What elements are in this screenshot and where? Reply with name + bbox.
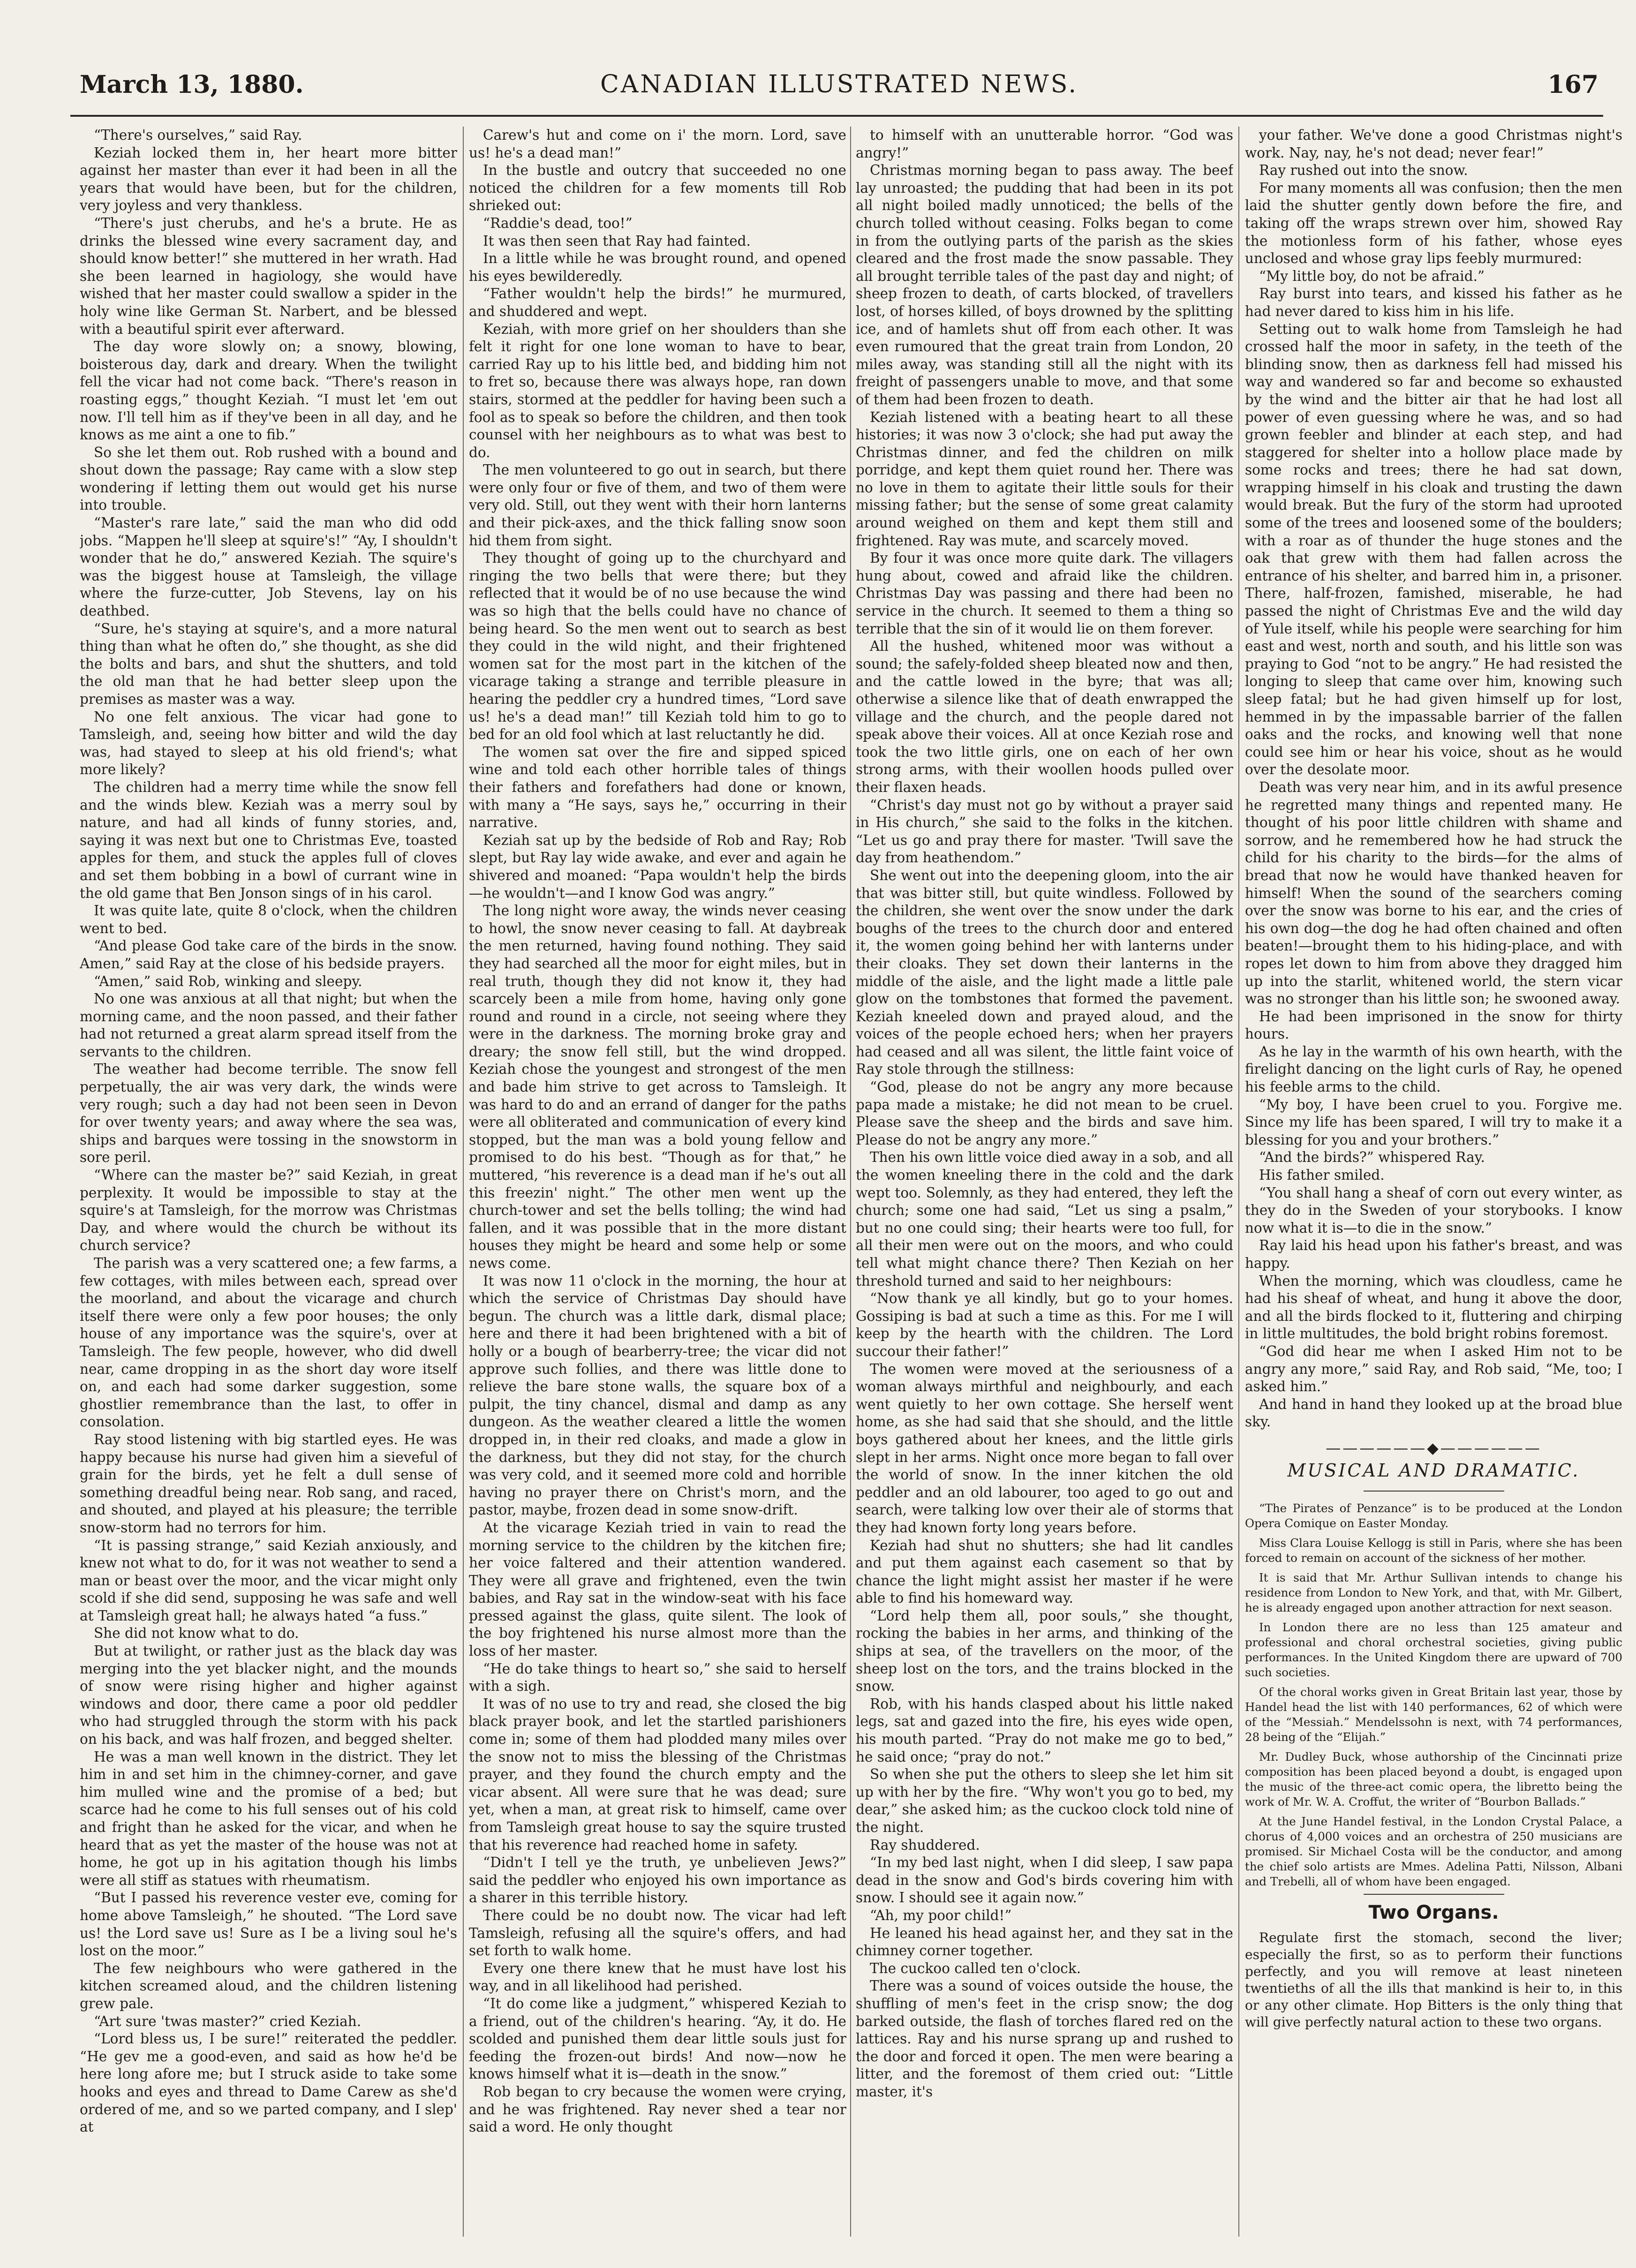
paragraph: In London there are no less than 125 amateur and professional and choral orchestral societies, giving public performances. In the United Kingdom there are upward of 700 such societies. — [1245, 1620, 1622, 1680]
paragraph: “You shall hang a sheaf of corn out every winter, as they do in the Sweden of your storybooks. I know now what it is—to die in the snow.” — [1245, 1184, 1622, 1236]
issue-date: March 13, 1880. — [80, 70, 304, 99]
paragraph: “And the birds?” whispered Ray. — [1259, 1149, 1485, 1166]
paragraph: She did not know what to do. — [94, 1625, 299, 1642]
paragraph: Christmas morning began to pass away. The beef lay unroasted; the pudding that had been in its pot all night boiled madly unnoticed; the bells of the church tolled without ceasing. Folks began to come in from the outlying parts of the parish as the skies cleared and the frost made the snow passable. They all brought terrible tales of the past day and night; of sheep frozen to death, of carts blocked, of travellers lost, of horses killed, of boys drowned by the splitting ice, and of hamlets shut off from each other. It was even rumoured that the great train from London, 20 miles away, was standing still all the night with its freight of passengers unable to move, and that some of them had been frozen to death. — [856, 162, 1233, 407]
paragraph: “Ah, my poor child!” — [870, 1907, 1012, 1923]
paragraph: In the bustle and outcry that succeeded no one noticed the children for a few moments till Rob shrieked out: — [469, 162, 846, 214]
paragraph: There was a sound of voices outside the house, the shuffling of men's feet in the crisp snow; the dog barked outside, the flash of torches flared red on the lattices. Ray and his nurse sprang up and rushed to the door and forced it open. The men were bearing a litter, and the foremost of them cried out: “Little master, it's — [856, 1978, 1233, 2100]
paragraph: “My boy, I have been cruel to you. Forgive me. Since my life has been spared, I will try to make it a blessing for you and your brothers.” — [1245, 1096, 1622, 1148]
paragraph: Death was very near him, and in its awful presence he regretted many things and repented many. He thought of his poor little children with shame and sorrow, and he remembered how he had struck the child for his charity to the birds—for the alms of bread that now he would have thanked heaven for himself! When the sound of the searchers coming over the snow was borne to his ear, and the cries of his own dog—the dog he had often chained and often beaten!—brought them to his hiding-place, and with ropes let down to him from above they dragged him up into the starlit, whitened world, the stern vicar was no stronger than his little son; he swooned away. — [1245, 779, 1622, 1007]
paragraph: your father. We've done a good Christmas night's work. Nay, nay, he's not dead; never fear!” — [1245, 127, 1622, 161]
paragraph: Keziah sat up by the bedside of Rob and Ray; Rob slept, but Ray lay wide awake, and ever and again he shivered and moaned: “Papa wouldn't help the birds—he wouldn't—and I know God was angry.” — [469, 832, 846, 901]
paragraph: “God did hear me when I asked Him not to be angry any more,” said Ray, and Rob said, “Me, too; I asked him.” — [1245, 1343, 1622, 1395]
paragraph: Keziah, with more grief on her shoulders than she felt it right for one lone woman to have to bear, carried Ray up to his little bed, and bidding him not to fret so, because there was always hope, ran down stairs, stormed at the peddler for having been such a fool as to speak so before the children, and then took counsel with her neighbours as to what was best to do. — [469, 321, 846, 460]
paragraph: Ray laid his head upon his father's breast, and was happy. — [1245, 1237, 1622, 1271]
paragraph: “And please God take care of the birds in the snow. Amen,” said Ray at the close of his bedside prayers. — [80, 938, 457, 972]
paragraph: Ray shuddered. — [870, 1837, 980, 1853]
paragraph: Keziah had shut no shutters; she had lit candles and put them against each casement so that by chance the light might assist her master if he were able to find his homeward way. — [856, 1537, 1233, 1606]
paragraph: She went out into the deepening gloom, into the air that was bitter still, but quite windless. Followed by the children, she went over the snow under the dark boughs of the trees to the church door and entered it, the women going behind her with lanterns under their cloaks. They set down their lanterns in the middle of the aisle, and the light made a little pale glow on the tombstones that formed the pavement. Keziah kneeled down and prayed aloud, and the voices of the people echoed hers; when her prayers had ceased and all was silent, the little faint voice of Ray stole through the stillness: — [856, 867, 1233, 1077]
paragraph: By four it was once more quite dark. The villagers hung about, cowed and afraid like the children. Christmas Day was passing and there had been no service in the church. It seemed to them a thing so terrible that the sin of it would lie on them forever. — [856, 550, 1233, 637]
paragraph: The women sat over the fire and sipped spiced wine and told each other horrible tales of things their fathers and forefathers had done or known, with many a “He says, says he,” occurring in their narrative. — [469, 744, 846, 831]
musical-dramatic-items — [1245, 1501, 1622, 1889]
column-4 — [1245, 127, 1622, 2237]
paragraph: Then his own little voice died away in a sob, and all the women kneeling there in the cold and the dark wept too. Solemnly, as they had entered, they left the church; some one had said, “Let us sing a psalm,” but no one could sing; their hearts were too full, for all their men were out on the moors, and who could tell what might chance there? Then Keziah on her threshold turned and said to her neighbours: — [856, 1149, 1233, 1289]
paragraph: The men volunteered to go out in search, but there were only four or five of them, and two of them were very old. Still, out they went with their horn lanterns and their pick-axes, and the thick falling snow soon hid them from sight. — [469, 462, 846, 549]
paragraph: “Now thank ye all kindly, but go to your homes. Gossiping is bad at such a time as this. For me I will keep by the hearth with the children. The Lord succour their father!” — [856, 1290, 1233, 1359]
paragraph: The cuckoo called ten o'clock. — [870, 1960, 1081, 1976]
page-number: 167 — [1547, 70, 1598, 99]
paragraph: Of the choral works given in Great Britain last year, those by Handel head the list with 140 performances, 62 of which were of the “Messiah.” Mendelssohn is next, with 74 performances, 28 being of the “Elijah.” — [1245, 1685, 1622, 1744]
two-organs-article — [1245, 1929, 1622, 2031]
paragraph: “God, please do not be angry any more because papa made a mistake; he did not mean to be cruel. Please save the sheep and the birds and save him. Please do not be angry any more.” — [856, 1079, 1233, 1148]
paragraph: When the morning, which was cloudless, came he had his sheaf of wheat, and hung it above the door, and all the birds flocked to it, fluttering and chirping in little multitudes, the bold bright robins foremost. — [1245, 1273, 1622, 1342]
paragraph: It was quite late, quite 8 o'clock, when the children went to bed. — [80, 903, 457, 936]
column-divider — [1238, 127, 1239, 2237]
paragraph: Ray burst into tears, and kissed his father as he had never dared to kiss him in his life. — [1245, 286, 1622, 319]
paragraph: The parish was a very scattered one; a few farms, a few cottages, with miles between each, spread over the moorland, and about the vicarage and church itself there were only a few poor houses; the only house of any importance was the squire's, over at Tamsleigh. The few people, however, who did dwell near, came dropping in as the short day wore itself on, and each had some darker suggestion, some ghostlier remembrance than the last, to offer in consolation. — [80, 1255, 457, 1430]
paragraph: “Lord help them all, poor souls,” she thought, rocking the babies in her arms, and thinking of the ships at sea, of the travellers on the moor, of the sheep lost on the tors, and the trains blocked in the snow. — [856, 1607, 1233, 1695]
paragraph: “Lord bless us, I be sure!” reiterated the peddler. “He gev me a good-even, and said as how he'd be here long afore me; but I struck aside to take some hooks and eyes and thread to Dame Carew as she'd ordered of me, and so we parted company, and I slep' at — [80, 2031, 457, 2135]
paragraph: Rob began to cry because the women were crying, and he was frightened. Ray never shed a tear nor said a word. He only thought — [469, 2083, 846, 2135]
paragraph: It was of no use to try and read, she closed the big black prayer book, and let the startled parishioners come in; some of them had plodded many miles over the snow not to miss the blessing of the Christmas prayer, and they found the church empty and the vicar absent. All were sure that he was dead; sure yet, when a man, at great risk to himself, came over from Tamsleigh great house to say the squire trusted that his reverence had reached home in safety. — [469, 1695, 846, 1853]
paragraph: But at twilight, or rather just as the black day was merging into the yet blacker night, and the mounds of snow were rising higher and higher against windows and door, there came a poor old peddler who had struggled through the storm with his pack on his back, and was half frozen, and begged shelter. — [80, 1643, 457, 1748]
paragraph: “Amen,” said Rob, winking and sleepy. — [94, 973, 362, 989]
paragraph: “Art sure 'twas master?” cried Keziah. — [94, 2013, 362, 2029]
paragraph: “Where can the master be?” said Keziah, in great perplexity. It would be impossible to stay at the squire's at Tamsleigh, for the morrow was Christmas Day, and where would the church be without its church service? — [80, 1167, 457, 1254]
paragraph: The children had a merry time while the snow fell and the winds blew. Keziah was a merry soul by nature, and had all kinds of funny stories, and, saying it was next but one to Christmas Eve, toasted apples for them, and stuck the apples full of cloves and set them bobbing in a bowl of currant wine in the old game that Ben Jonson sings of in his carol. — [80, 779, 457, 901]
paragraph: Mr. Dudley Buck, whose authorship of the Cincinnati prize composition has been placed beyond a doubt, is engaged upon the music of the three-act comic opera, the libretto being the work of Mr. W. A. Croffut, the writer of “Bourbon Ballads.” — [1245, 1750, 1622, 1809]
section-rule — [1364, 1894, 1504, 1895]
paragraph: The women were moved at the seriousness of a woman always mirthful and neighbourly, and each went quietly to her own cottage. She herself went home, as she had said that she should, and the little boys gathered about her knees, and the little girls slept in her arms. Night once more began to fall over the world of snow. In the inner kitchen the old peddler and an old labourer, too aged to go out and search, were talking low over their ale of storms that they had known forty long years before. — [856, 1361, 1233, 1536]
story-conclusion — [1245, 127, 1622, 1431]
paragraph: For many moments all was confusion; then the men laid the shutter gently down before the fire, and taking off the wraps strewn over him, showed Ray the motionless form of his father, whose eyes unclosed and whose gray lips feebly murmured: — [1245, 180, 1622, 267]
paragraph: “Christ's day must not go by without a prayer said in His church,” she said to the folks in the kitchen. “Let us go and pray there for master. 'Twill save the day from heathendom.” — [856, 797, 1233, 866]
paragraph: And hand in hand they looked up at the broad blue sky. — [1245, 1396, 1622, 1430]
section-ornament: ——————◆—————— — [1326, 1439, 1542, 1457]
header-rule — [70, 115, 1603, 117]
paragraph: “Didn't I tell ye the truth, ye unbelieven Jews?” said the peddler who enjoyed his own importance as a sharer in this terrible history. — [469, 1854, 846, 1906]
paragraph: The few neighbours who were gathered in the kitchen screamed aloud, and the children listening grew pale. — [80, 1960, 457, 2012]
paragraph: As he lay in the warmth of his own hearth, with the firelight dancing on the light curls of Ray, he opened his feeble arms to the child. — [1245, 1043, 1622, 1095]
column-3 — [856, 127, 1233, 2237]
page-header — [80, 70, 1598, 117]
paragraph: No one felt anxious. The vicar had gone to Tamsleigh, and, seeing how bitter and wild the day was, had stayed to sleep at his old friend's; what more likely? — [80, 708, 457, 778]
paragraph: “The Pirates of Penzance” is to be produced at the London Opera Comique on Easter Monday. — [1245, 1501, 1622, 1530]
paragraph: “Master's rare late,” said the man who did odd jobs. “Mappen he'll sleep at squire's!” “Ay, I shouldn't wonder that he do,” answered Keziah. The squire's was the biggest house at Tamsleigh, the village where the furze-cutter, Job Stevens, lay on his deathbed. — [80, 515, 457, 619]
paragraph: At the vicarage Keziah tried in vain to read the morning service to the children by the kitchen fire; her voice faltered and their attention wandered. They were all grave and frightened, even the twin babies, and Ray sat in the window-seat with his face pressed against the glass, quite silent. The look of the boy frightened his nurse almost more than the loss of her master. — [469, 1519, 846, 1659]
paragraph: They thought of going up to the churchyard and ringing the two bells that were there; but they reflected that it would be of no use because the wind was so high that the bells could have no chance of being heard. So the men went out to search as best they could in the wild night, and their frightened women sat for the most part in the kitchen of the vicarage taking a strange and terrible pleasure in hearing the peddler cry a hundred times, “Lord save us! he's a dead man!” till Keziah told him to go to bed for an old fool which at last reluctantly he did. — [469, 550, 846, 743]
paragraph: No one was anxious at all that night; but when the morning came, and the noon passed, and their father had not returned a great alarm spread itself from the servants to the children. — [80, 991, 457, 1060]
paragraph: Keziah locked them in, her heart more bitter against her master than ever it had been in all the years that would have been, but for the children, very joyless and very thankless. — [80, 144, 457, 214]
paragraph: He was a man well known in the district. They let him in and set him in the chimney-corner, and gave him mulled wine and the promise of a bed; but scarce had he come to his full senses out of his cold and fright than he asked for the vicar, and when he heard that as yet the master of the house was not at home, he got up in his agitation though his limbs were all stiff as statues with rheumatism. — [80, 1748, 457, 1888]
paragraph: “He do take things to heart so,” she said to herself with a sigh. — [469, 1660, 846, 1695]
paragraph: “But I passed his reverence vester eve, coming for home above Tamsleigh,” he shouted. “The Lord save us! the Lord save us! Sure as I be a living soul he's lost on the moor.” — [80, 1890, 457, 1959]
paragraph: “Sure, he's staying at squire's, and a more natural thing than what he often do,” she thought, as she did the bolts and bars, and shut the shutters, and told the old man that he had better sleep upon the premises as master was a way. — [80, 620, 457, 707]
paragraph: “There's ourselves,” said Ray. — [94, 127, 302, 143]
publication-title: CANADIAN ILLUSTRATED NEWS. — [600, 70, 1078, 98]
section-rule — [1364, 1491, 1504, 1492]
paragraph: “There's just cherubs, and he's a brute. He as drinks the blessed wine every sacrament day, and should know better!” she muttered in her wrath. Had she been learned in hagiology, she would have wished that her master could swallow a spider in the holy wine like German St. Narbert, and be blessed with a beautiful spirit ever afterward. — [80, 215, 457, 337]
paragraph: “It do come like a judgment,” whispered Keziah to a friend, out of the children's hearing. “Ay, it do. He scolded and punished them dear little souls just for feeding the frozen-out birds! And now—now he knows himself what it is—death in the snow.” — [469, 1995, 846, 2082]
paragraph: He had been imprisoned in the snow for thirty hours. — [1245, 1008, 1622, 1042]
paragraph: At the June Handel festival, in the London Crystal Palace, a chorus of 4,000 voices and an orchestra of 250 musicians are promised. Sir Michael Costa will be the conductor, and among the chief solo artists are Mmes. Adelina Patti, Nilsson, Albani and Trebelli, all of whom have been engaged. — [1245, 1815, 1622, 1889]
paragraph: It was now 11 o'clock in the morning, the hour at which the service of Christmas Day should have begun. The church was a little dark, dismal place; here and there it had been brightened with a bit of holly or a bough of bearberry-tree; the vicar did not approve such follies, and there was little done to relieve the bare stone walls, the square box of a pulpit, the tiny chancel, dismal and damp as any dungeon. As the weather cleared a little the women dropped in, in their red cloaks, and made a glow in the darkness, but they did not stay, for the church was very cold, and it seemed more cold and horrible having no prayer there on Christ's morn, and the pastor, maybe, frozen dead in some snow-drift. — [469, 1273, 846, 1518]
paragraph: Carew's hut and come on i' the morn. Lord, save us! he's a dead man!” — [469, 127, 846, 161]
paragraph: The long night wore away, the winds never ceasing to howl, the snow never ceasing to fall. At daybreak the men returned, having found nothing. They said they had searched all the moor for eight miles, but in real truth, though they did not know it, they had scarcely been a mile from home, having only gone round and round in a circle, not seeing where they were in the darkness. The morning broke gray and dreary; the snow fell still, but the wind dropped. Keziah chose the youngest and strongest of the men and bade him strive to get across to Tamsleigh. It was hard to do and an errand of danger for the paths were all obliterated and communication of every kind stopped, but the man was a bold young fellow and promised to do his best. “Though as for that,” he muttered, “his reverence is a dead man if he's out all this freezin' night.” The other men went up the church-tower and set the bells tolling; the wind had fallen, and it was possible that in the more distant houses they might be heard and some help or some news come. — [469, 903, 846, 1271]
paragraph: It is said that Mr. Arthur Sullivan intends to change his residence from London to New York, and that, with Mr. Gilbert, he is already engaged upon another attraction for next season. — [1245, 1571, 1622, 1615]
paragraph: There could be no doubt now. The vicar had left Tamsleigh, refusing all the squire's offers, and had set forth to walk home. — [469, 1907, 846, 1959]
paragraph: Miss Clara Louise Kellogg is still in Paris, where she has been forced to remain on account of the sickness of her mother. — [1245, 1536, 1622, 1565]
two-organs-heading: Two Organs. — [1368, 1902, 1499, 1924]
paragraph: The weather had become terrible. The snow fell perpetually, the air was very dark, the winds were very rough; such a day had not been seen in Devon for over twenty years; and away where the sea was, ships and barques were tossing in the snowstorm in sore peril. — [80, 1061, 457, 1166]
column-divider — [463, 127, 464, 2237]
paragraph: “Father wouldn't help the birds!” he murmured, and shuddered and wept. — [469, 286, 846, 319]
paragraph: So when she put the others to sleep she let him sit up with her by the fire. “Why won't you go to bed, my dear,” she asked him; as the cuckoo clock told nine of the night. — [856, 1766, 1233, 1835]
column-2 — [469, 127, 846, 2237]
paragraph: Setting out to walk home from Tamsleigh he had crossed half the moor in safety, in the teeth of the blinding snow, then as darkness fell had missed his way and wandered so far and become so exhausted by the wind and the bitter air that he had lost all power of even guessing where he was, and so had grown feebler and blinder at each step, and had staggered for shelter into a hollow place made by some rocks and trees; there he had sat down, wrapping himself in his cloak and trusting the dawn would break. But the fury of the storm had uprooted some of the trees and loosened some of the boulders; with a roar as of thunder the huge stones and the oak that grew with them had fallen across the entrance of his shelter, and barred him in, a prisoner. There, half-frozen, famished, miserable, he had passed the night of Christmas Eve and the wild day of Yule itself, while his people were searching for him east and west, north and south, and his little son was praying to God “not to be angry.” He had resisted the longing to sleep that came over him, knowing such sleep fatal; but he had given himself up for lost, hemmed in by the impassable barrier of the fallen oaks and the rocks, and knowing well that none could see him or hear his voice, shout as he would over the desolate moor. — [1245, 321, 1622, 778]
paragraph: Keziah listened with a beating heart to all these histories; it was now 3 o'clock; she had put away the Christmas dinner, and fed the children on milk porridge, and kept them quiet round her. There was no love in them to agitate their little souls for their missing father; but the sense of some great calamity around weighed on them and kept them still and frightened. Ray was mute, and scarcely moved. — [856, 409, 1233, 549]
musical-dramatic-heading: MUSICAL AND DRAMATIC. — [1287, 1460, 1580, 1481]
paragraph: Rob, with his hands clasped about his little naked legs, sat and gazed into the fire, his eyes wide open, his mouth parted. “Pray do not make me go to bed,” he said once; “pray do not.” — [856, 1695, 1233, 1765]
paragraph: He leaned his head against her, and they sat in the chimney corner together. — [856, 1925, 1233, 1959]
paragraph: to himself with an unutterable horror. “God was angry!” — [856, 127, 1233, 161]
column-divider — [850, 127, 851, 2237]
two-organs-text: Regulate first the stomach, second the liver; especially the first, so as to perform their functions perfectly, and you will remove at least nineteen twentieths of all the ills that mankind is heir to, in this or any other climate. Hop Bitters is the only thing that will give perfectly natural action to these two organs. — [1245, 1929, 1622, 2030]
paragraph: So she let them out. Rob rushed with a bound and shout down the passage; Ray came with a slow step wondering if letting them out would get his nurse into trouble. — [80, 444, 457, 513]
paragraph: “In my bed last night, when I did sleep, I saw papa dead in the snow and God's birds covering him with snow. I should see it again now.” — [856, 1854, 1233, 1906]
paragraph: It was then seen that Ray had fainted. — [483, 233, 751, 249]
paragraph: “My little boy, do not be afraid.” — [1259, 268, 1485, 284]
paragraph: In a little while he was brought round, and opened his eyes bewilderedly. — [469, 250, 846, 284]
column-1 — [80, 127, 457, 2237]
paragraph: “It is passing strange,” said Keziah anxiously, and knew not what to do, for it was not weather to send a man or beast over the moor, and the vicar might only scold if she did send, supposing he was safe and well at Tamsleigh great hall; he always hated “a fuss.” — [80, 1537, 457, 1624]
paragraph: Every one there knew that he must have lost his way, and in all likelihood had perished. — [469, 1960, 846, 1994]
paragraph: His father smiled. — [1259, 1167, 1385, 1183]
paragraph: The day wore slowly on; a snowy, blowing, boisterous day, dark and dreary. When the twilight fell the vicar had not come back. “There's reason in roasting eggs,” thought Keziah. “I must let 'em out now. I'll tell him as if they've been in all day, and he knows as me aint a one to fib.” — [80, 339, 457, 443]
paragraph: Ray stood listening with big startled eyes. He was happy because his nurse had given him a sieveful of grain for the birds, yet he felt a dull sense of something dreadful being near. Rob sang, and raced, and shouted, and played at his pleasure; the terrible snow-storm had no terrors for him. — [80, 1431, 457, 1536]
paragraph: “Raddie's dead, too!” — [483, 215, 633, 231]
paragraph: Ray rushed out into the snow. — [1259, 162, 1468, 179]
paragraph: All the hushed, whitened moor was without a sound; the safely-folded sheep bleated now and then, and the cattle lowed in the byre; that was all; otherwise a silence like that of death enwrapped the village and the church, and the people dared not speak above their voices. All at once Keziah rose and took the two little girls, one on each of her own strong arms, with their woollen hoods pulled over their flaxen heads. — [856, 638, 1233, 795]
